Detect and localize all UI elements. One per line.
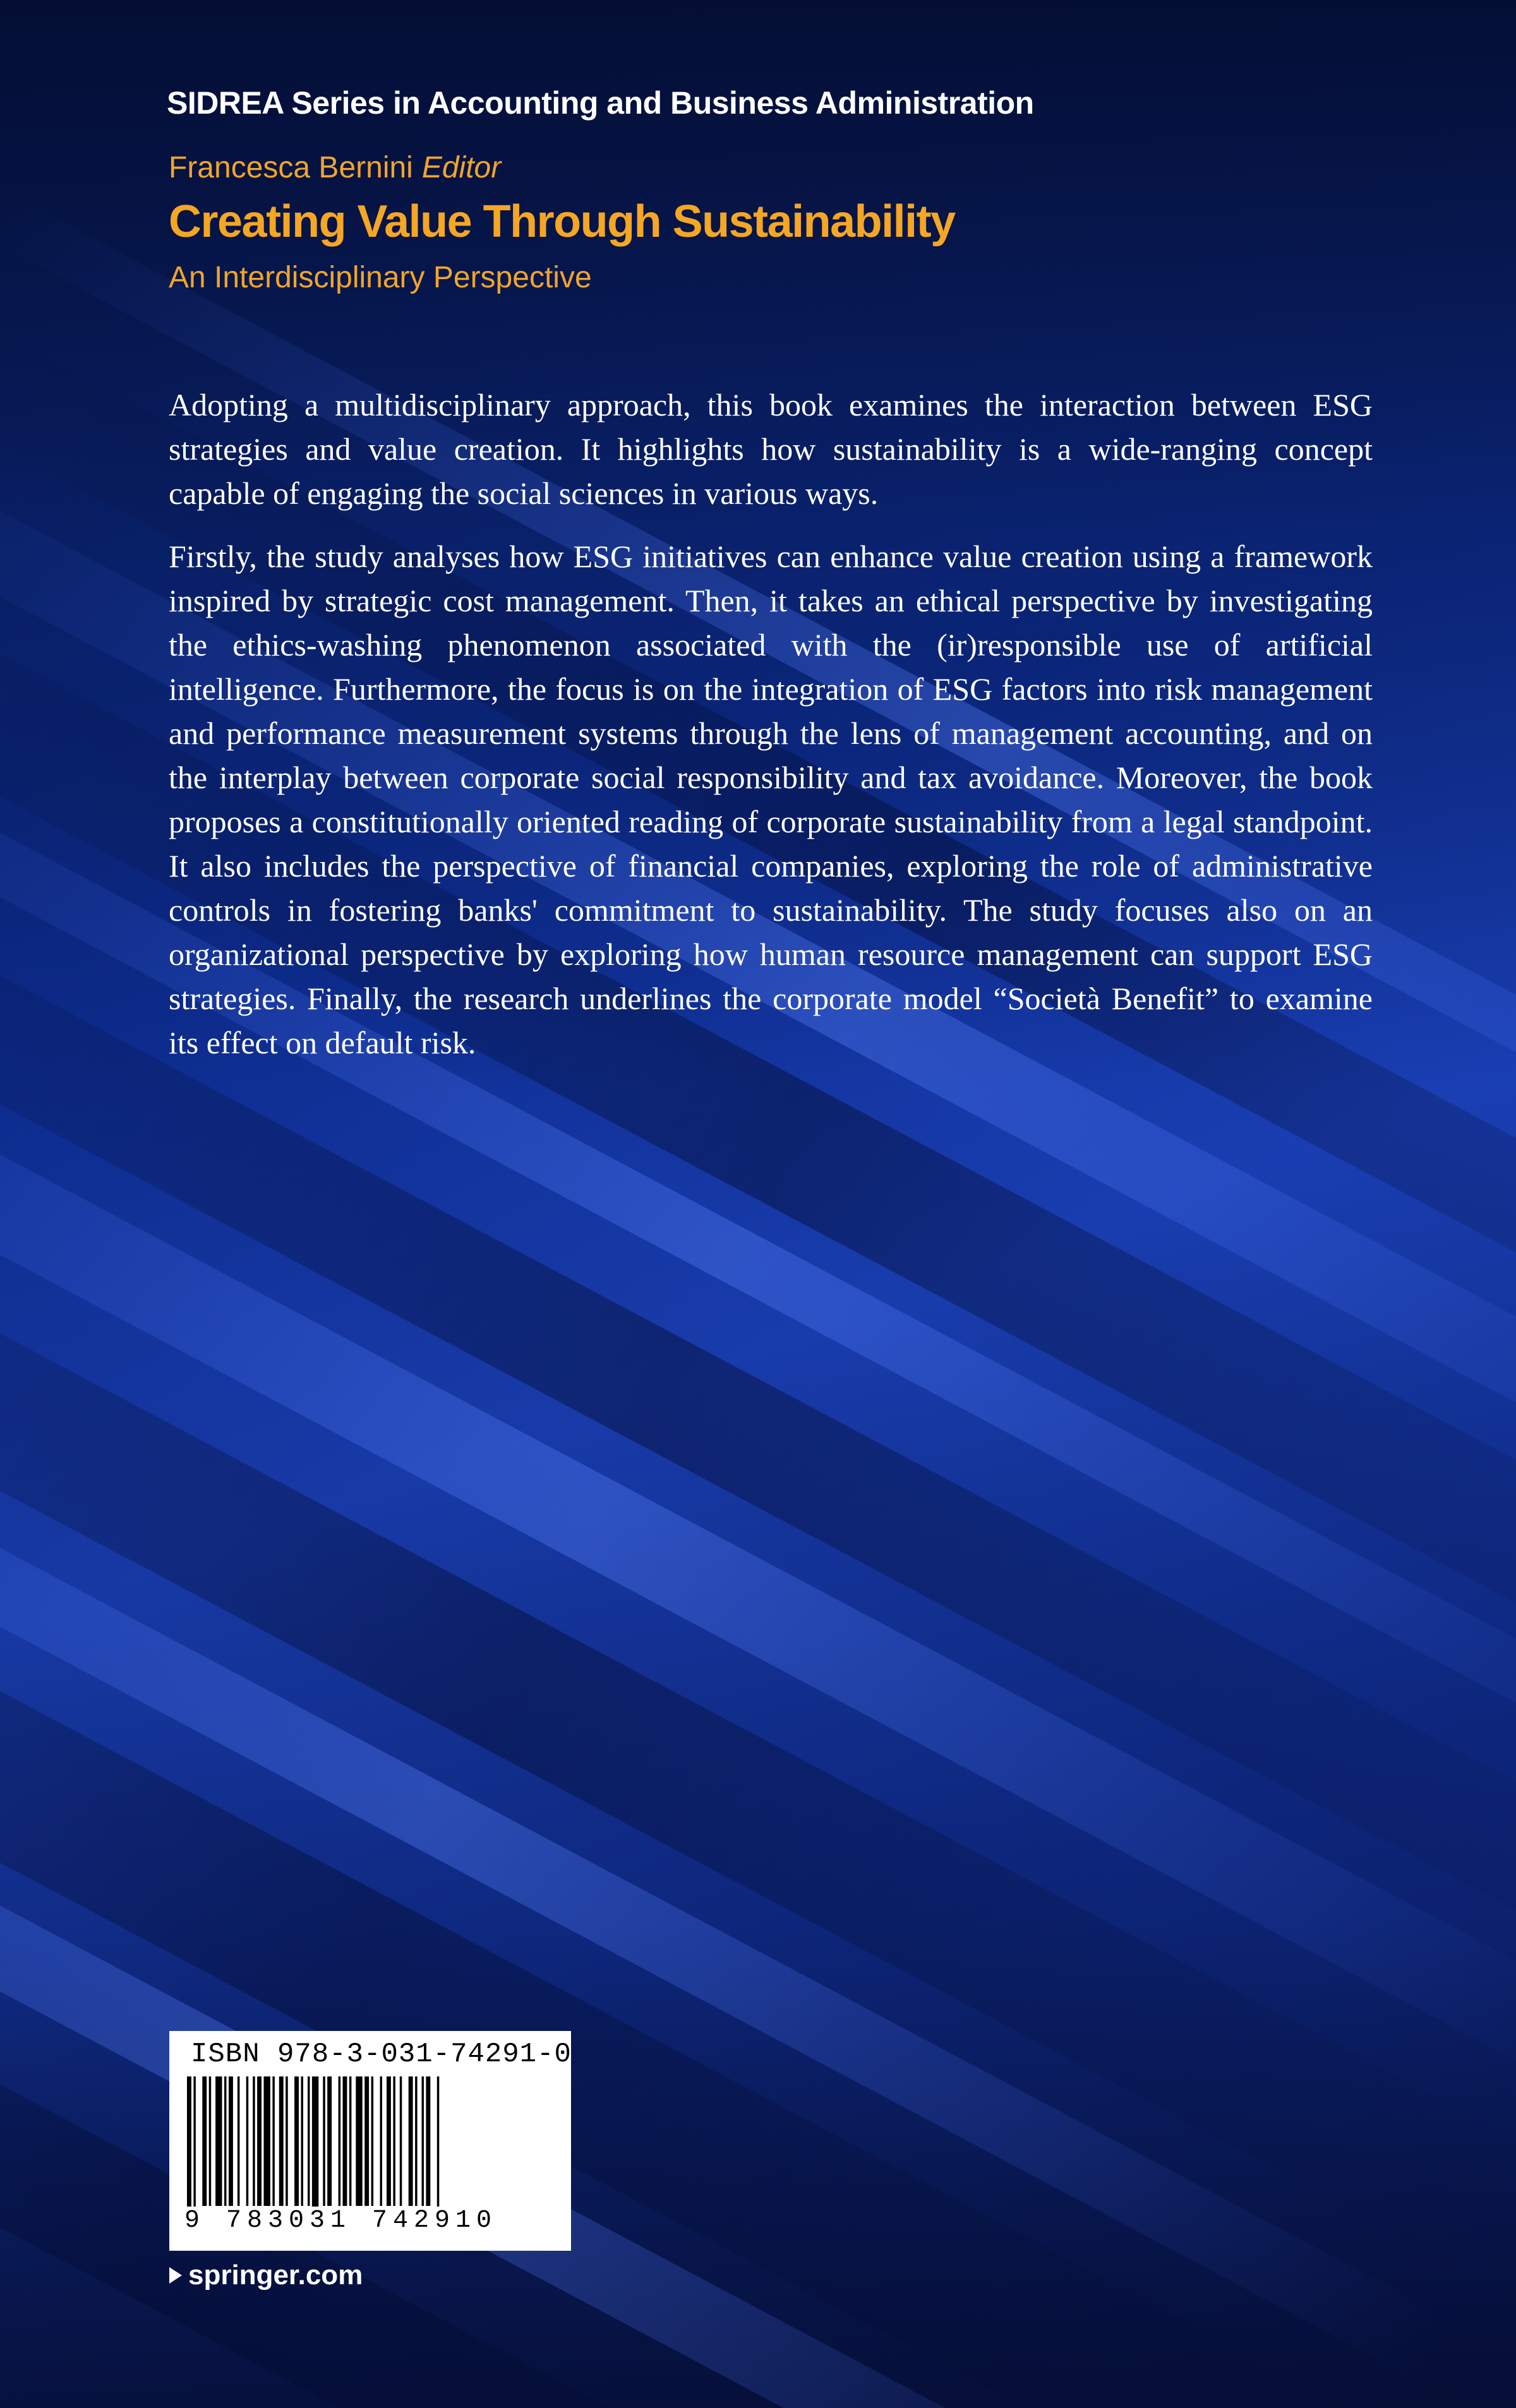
barcode-bar [294, 2076, 299, 2206]
publisher-site-label: springer.com [188, 2260, 363, 2291]
barcode-bar [422, 2076, 424, 2206]
isbn-barcode [169, 2031, 571, 2251]
barcode-bar [371, 2076, 374, 2206]
barcode-bar [215, 2076, 222, 2206]
barcode-bar [380, 2076, 383, 2206]
barcode-bar [356, 2076, 362, 2206]
editor-name: Francesca Bernini [169, 151, 413, 184]
barcode-bar [393, 2076, 395, 2206]
barcode-bar [264, 2076, 270, 2206]
isbn-number: ISBN 978-3-031-74291-0 [191, 2039, 572, 2070]
barcode-bar [286, 2076, 288, 2206]
ean-digits: 9 783031 742910 [184, 2207, 498, 2235]
barcode-bar [224, 2076, 227, 2206]
barcode-bar [426, 2076, 430, 2206]
publisher-link[interactable] [169, 2260, 363, 2291]
barcode-bar [229, 2076, 233, 2206]
editor-role: Editor [421, 151, 502, 184]
barcode-bar [253, 2076, 255, 2206]
editor-credit [169, 150, 501, 185]
barcode-bar [308, 2076, 310, 2206]
barcode-bar [209, 2076, 212, 2206]
barcode-bar [279, 2076, 284, 2206]
series-title: SIDREA Series in Accounting and Business Administration [167, 85, 1034, 121]
barcode-bar [323, 2076, 325, 2206]
barcode-bar [400, 2076, 402, 2206]
description-paragraph: Firstly, the study analyses how ESG initiatives can enhance value creation using a framework inspired by strategic cost management. Then, it takes an ethical perspective by investigating the ethics-washing phenomenon associated with the (ir)responsible use of artificial intelligence. Furthermore, the focus is on the integration of ESG factors into risk management and performance measurement systems through the lens of management accounting, and on the interplay between corporate social responsibility and tax avoidance. Moreover, the book proposes a constitutionally oriented reading of corporate sustainability from a legal standpoint. It also includes the perspective of financial companies, exploring the role of administrative controls in fostering banks' commitment to sustainability. The study focuses also on an organizational perspective by exploring how human resource management can support ESG strategies. Finally, the research underlines the corporate model “Società Benefit” to examine its effect on default risk. [169, 539, 1373, 1060]
barcode-bar [272, 2076, 275, 2206]
book-description [169, 383, 1373, 1084]
barcode-bar [301, 2076, 304, 2206]
barcode-bar [238, 2076, 240, 2206]
barcode-bar [415, 2076, 418, 2206]
arrow-right-icon [169, 2267, 182, 2284]
barcode-bar [409, 2076, 413, 2206]
barcode-bar [202, 2076, 207, 2206]
barcode-bar [327, 2076, 332, 2206]
barcode-bar [246, 2076, 249, 2206]
barcode-bar [339, 2076, 341, 2206]
book-title: Creating Value Through Sustainability [169, 196, 955, 247]
barcode-bar [257, 2076, 262, 2206]
barcode-bar [364, 2076, 369, 2206]
barcode-bar [387, 2076, 391, 2206]
barcode-bar [349, 2076, 352, 2206]
barcode-bar [343, 2076, 347, 2206]
description-paragraph: Adopting a multidisciplinary approach, this book examines the interaction between ESG strategies and value creation. It highlights how sustainability is a wide-ranging concept capable of engaging the social sciences in various ways. [169, 387, 1373, 511]
book-subtitle: An Interdisciplinary Perspective [169, 261, 592, 294]
